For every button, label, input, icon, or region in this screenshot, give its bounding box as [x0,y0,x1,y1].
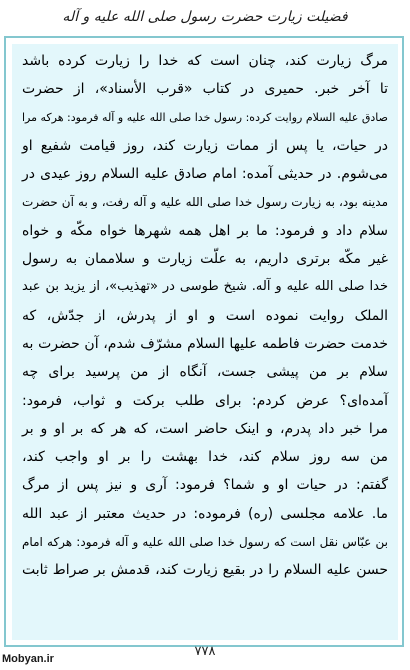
text-body [12,44,398,640]
text-line: من سه روز سلام کند، خدا بهشت را بر او واجب کند، [22,449,388,466]
text-line: می‌شوم. در حدیثی آمده: امام صادق علیه السلام روز عیدی در [22,166,388,183]
page-header [0,4,410,32]
text-line: سلام داد و فرمود: ما بر اهل همه شهرها خواه مکّه و خواه [22,222,388,239]
text-line: خدمت حضرت فاطمه علیها السلام مشرّف شدم، آن حضرت به [22,335,388,352]
text-line: در حیات، یا پس از ممات زیارت کند، روز قیامت شفیع او [22,137,388,154]
text-line: مدینه بود، به زیارت رسول خدا صلی الله علیه و آله رفت، و به آن حضرت [22,195,388,210]
text-line: خدا صلی الله علیه و آله. شیخ طوسی در «تهذیب»، از یزید بن عبد [22,279,388,295]
running-title: فضیلت زیارت حضرت رسول صلی الله علیه و آله [62,9,348,25]
text-line: گفتم: در حیات او و شما؟ فرمود: آری و نیز پس از مرگ [22,477,388,494]
text-line: حسن علیه السلام را در بقیع زیارت کند، قدمش بر صراط ثابت [22,562,388,579]
text-line: مرگ زیارت کند، چنان است که خدا را زیارت کرده باشد [22,53,388,69]
site-watermark[interactable]: Mobyan.ir [2,653,54,665]
text-line: صادق علیه السلام روایت کرده: رسول خدا صلی الله علیه و آله فرمود: هرکه مرا [22,110,388,124]
text-line: بن عبّاس نقل است که رسول خدا صلی الله علیه و آله فرمود: هرکه امام [22,535,388,550]
text-line: ما. علامه مجلسی (ره) فرموده: در حدیث معتبر از عبد الله [22,505,388,522]
text-line: سلام بر من پیشی جست، آنگاه از من پرسید برای چه [22,364,388,381]
text-line: غیر مکّه برتری داریم، به علّت زیارت و سلاممان به رسول [22,251,388,268]
text-line: تا آخر خبر. حمیری در کتاب «قرب الأسناد»، از حضرت [22,81,388,98]
text-line: آمده‌ای؟ عرض کردم: برای طلب برکت و ثواب، فرمود: [22,392,388,409]
page-number: ۷۷۸ [194,644,216,659]
text-line: مرا خبر داد پدرم، و اینک حاضر است، که هر که بر او و بر [22,420,388,437]
text-line: الملک روایت نموده است و او از پدرش، از جدّش، که [22,307,388,324]
